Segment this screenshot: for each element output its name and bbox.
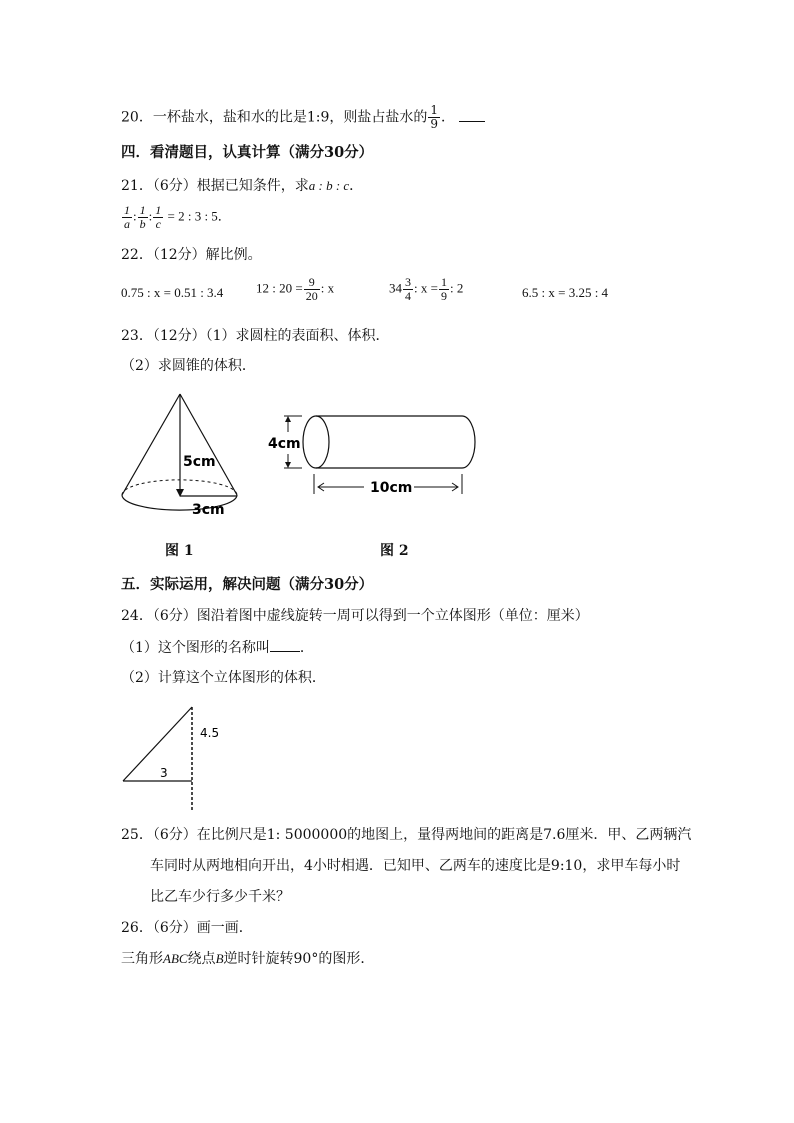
fraction-one-ninth: $\frac{1}{9}$ bbox=[430, 103, 438, 131]
cylinder-figure bbox=[266, 410, 486, 500]
question-22: 22．（12分）解比例。 bbox=[121, 247, 262, 263]
answer-blank[interactable] bbox=[270, 637, 300, 652]
proportion-4: 6.5 : x = 3.25 : 4 bbox=[522, 285, 609, 300]
question-24-part-2: （2）计算这个立体图形的体积． bbox=[121, 670, 326, 686]
cylinder-diameter-label: 4cm bbox=[268, 436, 301, 452]
fraction-1-over-9: $\frac{1}{9}$ bbox=[440, 275, 447, 303]
triangle-height-label: 4.5 bbox=[200, 726, 220, 740]
question-24-part-1: （1）这个图形的名称叫 ． bbox=[121, 637, 314, 658]
section-4-title: 四．看清题目，认真计算（满分30分） bbox=[121, 144, 374, 161]
question-23-part-2: （2）求圆锥的体积． bbox=[121, 358, 256, 374]
fraction-3-over-4: $\frac{3}{4}$ bbox=[405, 275, 411, 303]
cylinder-length-label: 10cm bbox=[370, 480, 413, 496]
cone-height-label: 5cm bbox=[183, 454, 216, 470]
proportion-3: 34 $\frac{3}{4}$ : x = $\frac{1}{9}$ : 2 bbox=[389, 275, 464, 303]
cone-radius-label: 3cm bbox=[192, 502, 225, 518]
figure-1-caption: 图 1 bbox=[165, 543, 194, 559]
triangle-base-label: 3 bbox=[160, 766, 168, 780]
figure-2-caption: 图 2 bbox=[380, 543, 409, 559]
proportion-1: 0.75 : x = 0.51 : 3.4 bbox=[121, 285, 224, 300]
answer-blank[interactable] bbox=[459, 107, 485, 122]
question-21: 21．（6分）根据已知条件，求a : b : c． bbox=[121, 178, 364, 194]
fraction-1-over-b: $\frac{1}{b}$ bbox=[139, 203, 146, 231]
question-23: 23．（12分）（1）求圆柱的表面积、体积． bbox=[121, 328, 390, 344]
question-21-condition: $\frac{1}{a}$ : $\frac{1}{b}$ : $\frac{1}{c}$ = 2 : 3 : 5． bbox=[124, 203, 231, 231]
question-25-line-3: 比乙车少行多少千米？ bbox=[150, 889, 290, 905]
question-25-line-2: 车同时从两地相向开出，4小时相遇．已知甲、乙两车的速度比是9:10，求甲车每小时 bbox=[150, 858, 681, 874]
fraction-1-over-c: $\frac{1}{c}$ bbox=[155, 203, 162, 231]
fraction-9-over-20: $\frac{9}{20}$ bbox=[305, 275, 318, 303]
question-24: 24．（6分）图沿着图中虚线旋转一周可以得到一个立体图形（单位：厘米） bbox=[121, 608, 589, 624]
cone-figure bbox=[116, 390, 256, 530]
fraction-1-over-a: $\frac{1}{a}$ bbox=[124, 203, 130, 231]
proportion-2: 12 : 20 = $\frac{9}{20}$ : x bbox=[256, 275, 335, 303]
question-26: 26．（6分）画一画． bbox=[121, 920, 253, 936]
question-20: 20．一杯盐水，盐和水的比是1:9，则盐占盐水的 $\frac{1}{9}$ ． bbox=[121, 104, 485, 131]
question-26-task: 三角形ABC绕点B逆时针旋转90°的图形． bbox=[121, 951, 375, 967]
question-25: 25．（6分）在比例尺是1: 5000000的地图上，量得两地间的距离是7.6厘米．甲、乙两辆汽 bbox=[121, 827, 692, 843]
triangle-figure bbox=[120, 705, 230, 815]
section-5-title: 五．实际运用，解决问题（满分30分） bbox=[121, 576, 374, 593]
